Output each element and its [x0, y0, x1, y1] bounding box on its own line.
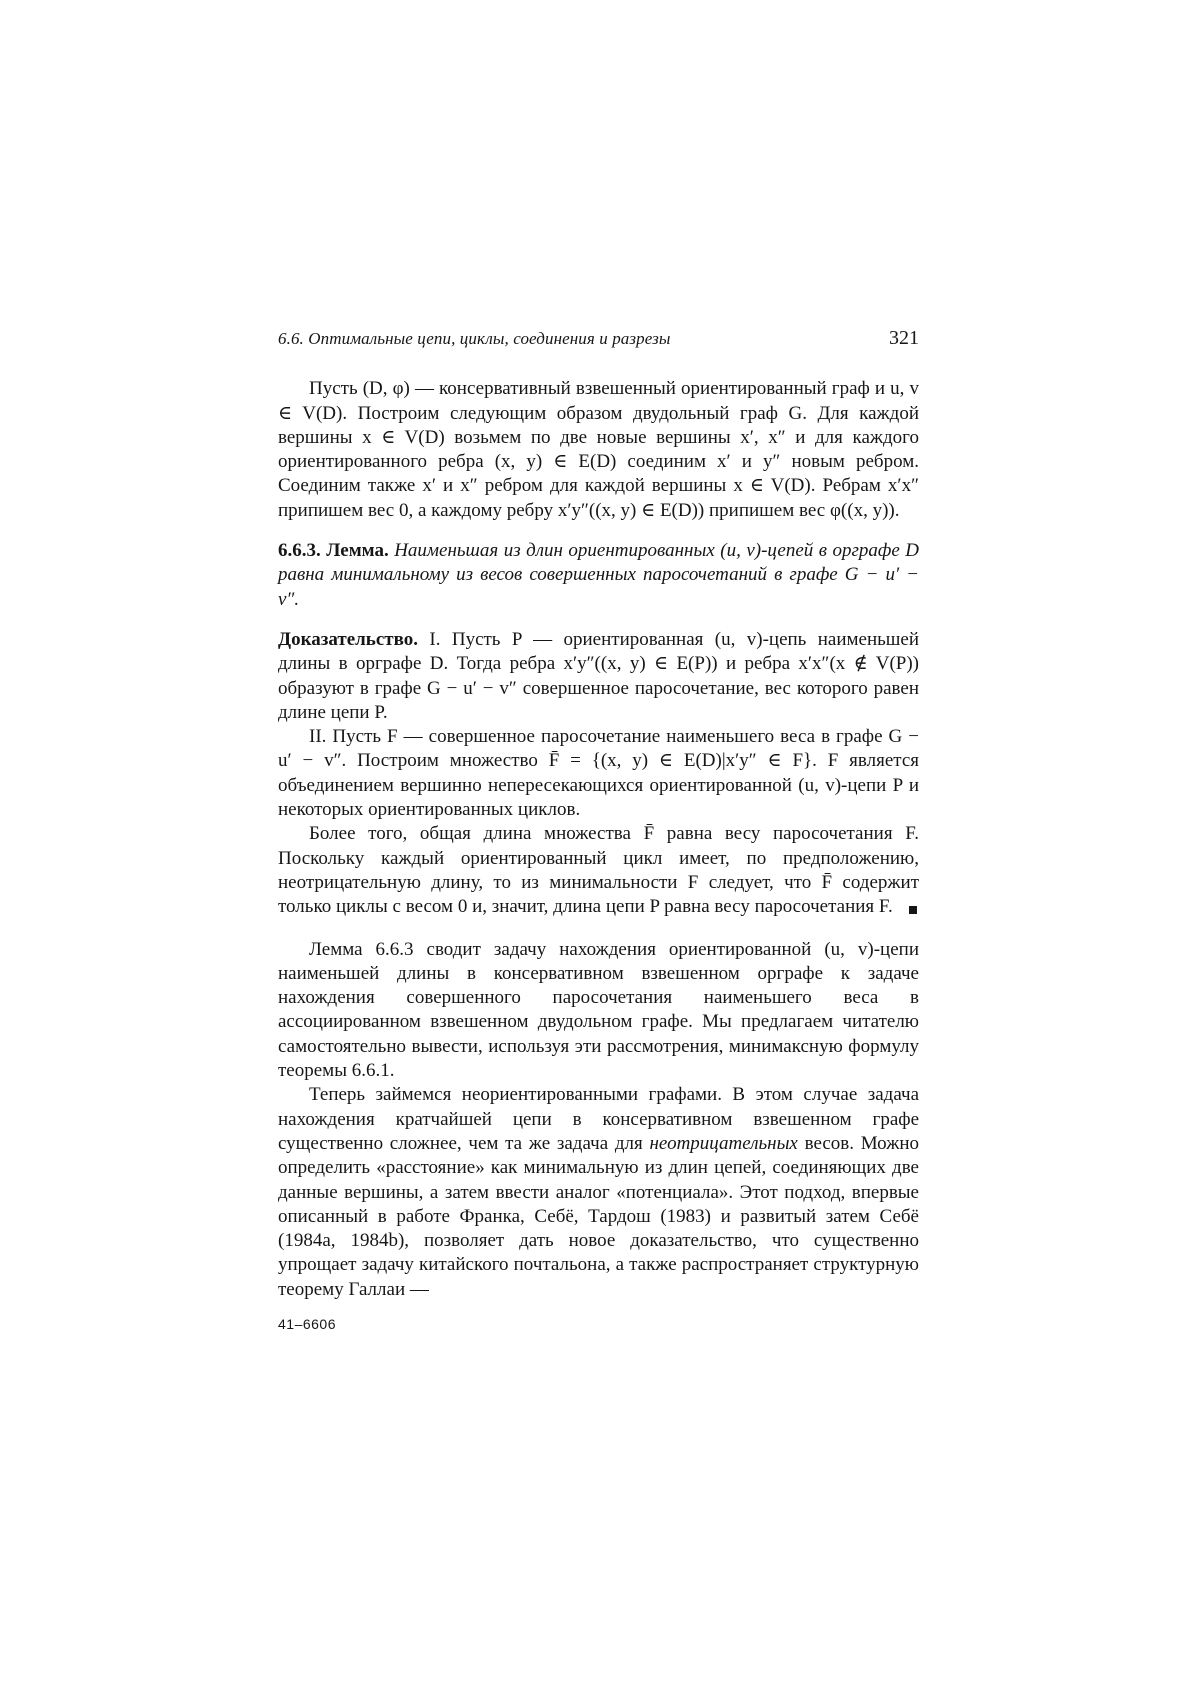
proof-part-3: Более того, общая длина множества F̄ равна весу паросочетания F. Поскольку каждый ориентированный цикл имеет, по предположению, неотрицательную длину, то из минимальности F следует, что F̄ содержит только циклы с весом 0 и, значит, длина цепи P равна весу паросочетания F. — [278, 823, 919, 918]
running-head-title: 6.6. Оптимальные цепи, циклы, соединения и разрезы — [278, 329, 671, 348]
running-head — [278, 326, 919, 351]
proof-heading: Доказательство. — [278, 628, 418, 650]
lemma-block — [278, 539, 919, 612]
end-of-proof-icon — [909, 906, 917, 914]
printer-signature-mark: 41–6606 — [278, 1315, 337, 1332]
page-number: 321 — [889, 327, 919, 349]
page-content — [278, 326, 919, 1336]
proof-part-3-block — [278, 822, 919, 919]
proof-block — [278, 628, 919, 725]
emphasis-nonnegative: неотрицательных — [649, 1132, 798, 1154]
paragraph-undirected-graphs-end: весов. Можно определить «расстояние» как минимальную из длин цепей, соединяющих две данные вершины, а затем ввести аналог «потенциала». Этот подход, впервые описанный в работе Франка, Себё, Тардош (1983) и развитый затем Себё (1984a, 1984b), позволяет дать новое доказательство, что существенно упрощает задачу китайского почтальона, а также распространяет структурную теорему Галлаи — — [278, 1132, 919, 1300]
proof-part-1: I. Пусть P — ориентированная (u, v)-цепь наименьшей длины в орграфе D. Тогда ребра x′y″((x, y) ∈ E(P)) и ребра x′x″(x ∉ V(P)) образуют в графе G − u′ − v″ совершенное паросочетание, вес которого равен длине цепи P. — [278, 628, 920, 723]
paragraph-graph-construction: Пусть (D, φ) — консервативный взвешенный ориентированный граф и u, v ∈ V(D). Построим следующим образом двудольный граф G. Для каждой вершины x ∈ V(D) возьмем по две новые вершины x′, x″ и для каждого ориентированного ребра (x, y) ∈ E(D) соединим x′ и y″ новым ребром. Соединим также x′ и x″ ребром для каждой вершины x ∈ V(D). Ребрам x′x″ припишем вес 0, а каждому ребру x′y″((x, y) ∈ E(D)) припишем вес φ((x, y)). — [278, 378, 919, 521]
proof-part-2: II. Пусть F — совершенное паросочетание наименьшего веса в графе G − u′ − v″. Построим множество F̄ = {(x, y) ∈ E(D)|x′y″ ∈ F}. F является объединением вершинно непересекающихся ориентированной (u, v)-цепи P и некоторых ориентированных циклов. — [278, 726, 919, 821]
paragraph-undirected-graphs-start: Теперь займемся неориентированными графами. В этом случае задача нахождения кратчайшей цепи в консервативном взвешенном графе существенно сложнее, чем та же задача для — [278, 1084, 919, 1154]
lemma-statement: Наименьшая из длин ориентированных (u, v)-цепей в орграфе D равна минимальному из весов совершенных паросочетаний в графе G − u′ − v″. — [278, 540, 920, 610]
paragraph-lemma-application: Лемма 6.6.3 сводит задачу нахождения ориентированной (u, v)-цепи наименьшей длины в консервативном взвешенном орграфе к задаче нахождения совершенного паросочетания наименьшего веса в ассоциированном взвешенном двудольном графе. Мы предлагаем читателю самостоятельно вывести, используя эти рассмотрения, минимаксную формулу теоремы 6.6.1. — [278, 938, 919, 1082]
paragraph-undirected-graphs — [278, 1083, 919, 1302]
lemma-heading: 6.6.3. Лемма. — [278, 540, 389, 562]
